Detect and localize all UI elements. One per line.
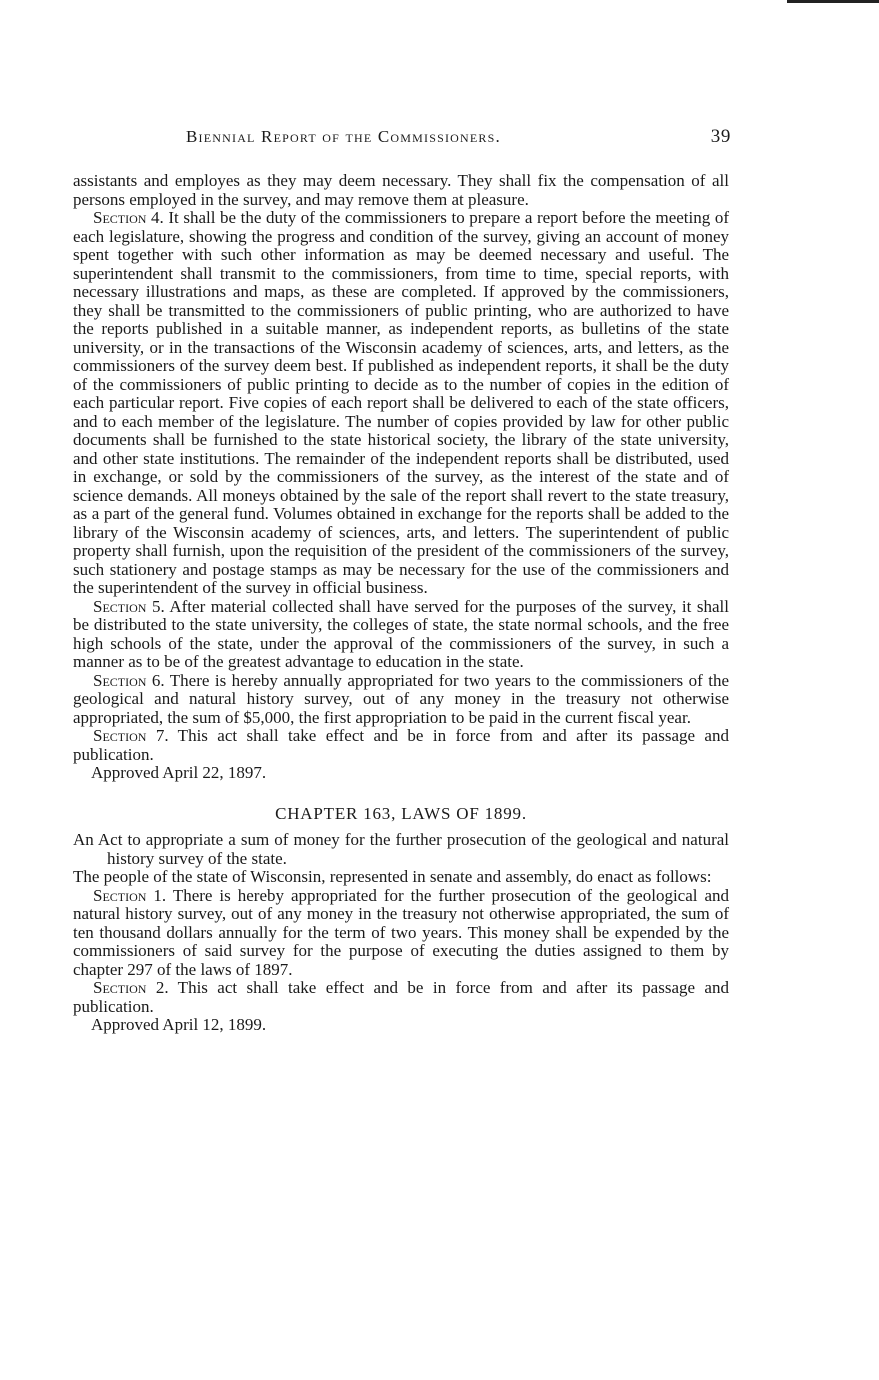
section-6-label: Section 6.	[93, 670, 165, 690]
chapter-section-2-text: This act shall take effect and be in force from and after its passage and publication.	[73, 978, 729, 1016]
running-header	[186, 126, 731, 148]
page-body	[73, 172, 729, 1035]
continued-paragraph: assistants and employes as they may deem necessary. They shall fix the compensation of all persons employed in the survey, and may remove them at pleasure.	[73, 171, 729, 209]
chapter-section-1-label: Section 1.	[93, 885, 167, 905]
section-5-text: After material collected shall have served for the purposes of the survey, it shall be distributed to the state university, the colleges of state, the state normal schools, and the free high schools of the state, under the approval of the commissioners of the survey, in such a manner as to be of the greatest advantage to education in the state.	[73, 596, 729, 671]
page-number: 39	[710, 126, 731, 147]
chapter-heading: CHAPTER 163, LAWS OF 1899.	[275, 803, 527, 823]
chapter-section-2-paragraph	[73, 979, 729, 1016]
enacting-clause: The people of the state of Wisconsin, represented in senate and assembly, do enact as follows:	[73, 867, 712, 886]
section-4-paragraph	[73, 209, 729, 598]
scan-edge-mark	[787, 0, 879, 3]
section-7-paragraph	[73, 727, 729, 764]
section-5-label: Section 5.	[93, 596, 165, 616]
section-6-paragraph	[73, 672, 729, 728]
section-7-text: This act shall take effect and be in force from and after its passage and publication.	[73, 726, 729, 764]
section-4-text: It shall be the duty of the commissioners to prepare a report before the meeting of each legislature, showing the progress and condition of the survey, giving an account of money spent together with such other information as may be deemed necessary and useful. The superintendent shall transmit to the commissioners, from time to time, special reports, with necessary illustrations and maps, as these are completed. If approved by the commissioners, they shall be transmitted to the commissioners of public printing, who are authorized to have the reports published in a suitable manner, as independent reports, as bulletins of the state university, or in the transactions of the Wisconsin academy of sciences, arts, and letters, as the commissioners of the survey deem best. If published as independent reports, it shall be the duty of the commissioners of public printing to decide as to the number of copies in the edition of each particular report. Five copies of each report shall be delivered to each of the state officers, and to each member of the legislature. The number of copies provided by law for other public documents shall be furnished to the state historical society, the library of the state university, and other state institutions. The remainder of the independent reports shall be distributed, used in exchange, or sold by the commissioners of the survey, as the interest of the state and of science demands. All moneys obtained by the sale of the report shall revert to the state treasury, as a part of the general fund. Volumes obtained in exchange for the reports shall be added to the library of the Wisconsin academy of sciences, arts, and letters. The superintendent of public property shall furnish, upon the requisition of the president of the commissioners of the survey, such stationery and postage stamps as may be necessary for the use of the commissioners and the superintendent of the survey in official business.	[73, 208, 729, 597]
chapter-section-2-label: Section 2.	[93, 978, 169, 997]
chapter-section-1-text: There is hereby appropriated for the further prosecution of the geological and natural history survey, out of any money in the treasury not otherwise appropriated, the sum of ten thousand dollars annually for the term of two years. This money shall be expended by the commissioners of said survey for the purpose of executing the duties assigned to them by chapter 297 of the laws of 1897.	[73, 885, 730, 979]
approved-date-1897: Approved April 22, 1897.	[91, 763, 267, 782]
section-6-text: There is hereby annually appropriated for two years to the commissioners of the geological and natural history survey, out of any money in the treasury not otherwise appropriated, the sum of $5,000, the first appropriation to be paid in the current fiscal year.	[73, 670, 729, 727]
section-7-label: Section 7.	[93, 726, 169, 745]
section-5-paragraph	[73, 598, 729, 672]
act-title: An Act to appropriate a sum of money for the further prosecution of the geological and natural history survey of the state.	[73, 830, 729, 868]
chapter-section-1-paragraph	[73, 887, 729, 980]
running-header-title: Biennial Report of the Commissioners.	[186, 127, 501, 146]
approved-date-1899: Approved April 12, 1899.	[91, 1015, 267, 1034]
section-4-label: Section 4.	[93, 208, 164, 227]
